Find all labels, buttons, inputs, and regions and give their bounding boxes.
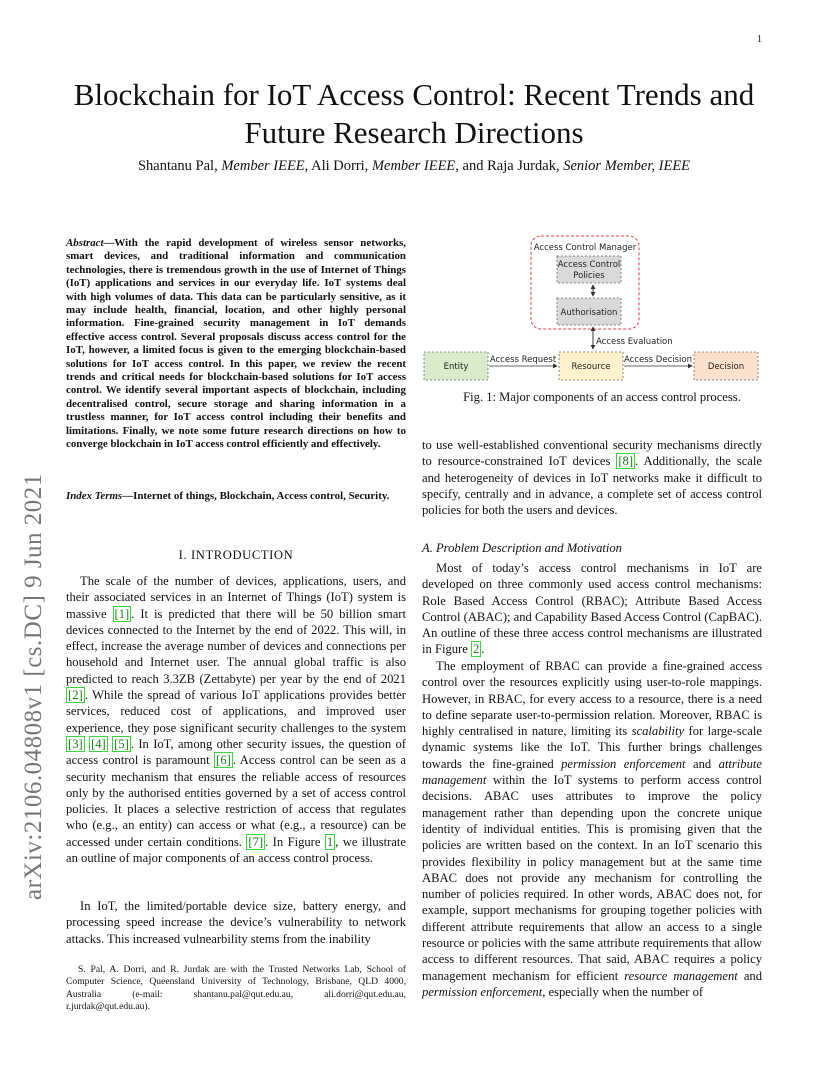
section-heading-introduction: I. INTRODUCTION (178, 548, 294, 562)
intro-paragraph-2: In IoT, the limited/portable device size, battery energy, and processing speed increase the device’s vulnerability to network attacks. This increased vulnearbility stems from the inability (66, 899, 406, 946)
author-1-role: Member IEEE (221, 158, 305, 174)
access-evaluation-label: Access Evaluation (596, 337, 673, 347)
page-number: 1 (757, 34, 762, 45)
author-2-role: Member IEEE (371, 158, 456, 174)
right-paragraph-3: The employment of RBAC can provide a fine-grained access control over the resources explicitly using user-to-role mappings. However, in RBAC, for every access to a resource, there is a need to define separate user-to-permission relation. Moreover, RBAC is highly centralised in nature, limiting its scalability for large-scale dynamic systems like the IoT. This further brings challenges towards the fine-grained permission enforcement and attribute management within the IoT systems to perform access control decisions. ABAC uses attributes to improve the policy management rather than depending upon the concrete unique identity of individual entities. This is promising given that the policies are written based on the context. In an IoT scenario this provides flexibility in policy management but at the same time ABAC does not provide any mechanism for controlling the number of policies required. In other words, ABAC does not, for example, support mechanisms for grouping together policies with different attribute requirements that allow an access to a single resource or policies with the same attribute requirements that allow access to different resources. That said, ABAC requires a policy management mechanism for efficient resource management and permission enforcement, especially when the number of (422, 659, 762, 999)
paper-title: Blockchain for IoT Access Control: Recent Trends and Future Research Directions (73, 77, 755, 150)
abstract (66, 237, 406, 452)
index-terms-text: —Internet of things, Blockchain, Access control, Security. (122, 490, 390, 502)
access-request-label: Access Request (489, 355, 557, 365)
entity-label: Entity (443, 362, 469, 372)
access-decision-label: Access Decision (624, 355, 692, 365)
index-terms-lead: Index Terms (66, 490, 123, 502)
author-line (40, 158, 788, 175)
figure-1-caption: Fig. 1: Major components of an access control process. (463, 390, 741, 404)
intro-paragraph-1: The scale of the number of devices, applications, users, and their associated services in an Internet of Things (IoT) system is massive [1] . It is predicted that there will be 50 billion smart devices connected to the Internet by the end of 2022. This will, in effect, increase the average number of devices and connections per household and Internet user. The annual global traffic is also predicted to reach 3.3ZB (Zettabyte) per year by the end of 2021 [2] . While the spread of various IoT applications provides better services, reduced cost of applications, and improved user experience, they pose significant security challenges to the system [3] [4] [5] . In IoT, among other security issues, the question of access control is paramount [6] . Access control can be seen as a security mechanism that ensures the reliable access of resources only by the authorised entities governed by a set of access control policies. It places a selective restriction of access that regulates who (e.g., an entity) can access or what (e.g., a resource) can be accessed under certain conditions. [7] . In Figure 1 , we illustrate an outline of major components of an access control process. (66, 574, 407, 866)
citation-link[interactable]: [2] (68, 688, 83, 703)
abstract-text: —With the rapid development of wireless sensor networks, smart devices, and traditional information and communication technologies, there is tremendous growth in the use of Internet of Things (IoT) applications and services in our everyday life. IoT systems deal with high volumes of data. This data can be particularly sensitive, as it may include health, financial, location, and other highly personal information. Fine-grained security management in IoT demands effective access control. Several proposals discuss access control for the IoT, however, a limited focus is given to the emerging blockchain-based solutions for IoT access control. In this paper, we review the recent trends and critical needs for blockchain-based solutions for IoT access control. We identify several important aspects of blockchain, including decentralised control, secure storage and sharing information in a trustless manner, for IoT access control including their benefits and limitations. Finally, we note some future research directions on how to converge blockchain in IoT access control efficiently and effectively. (66, 237, 406, 451)
policies-label-line2: Policies (573, 271, 605, 281)
authorisation-label: Authorisation (560, 308, 618, 318)
citation-link[interactable]: [7] (248, 834, 264, 849)
figure-link[interactable]: 2 (472, 642, 480, 657)
decision-label: Decision (707, 362, 745, 372)
citation-link[interactable]: [1] (114, 606, 130, 621)
author-1: Shantanu Pal, (137, 158, 222, 174)
subsection-heading-problem: A. Problem Description and Motivation (422, 541, 622, 555)
citation-link[interactable]: [4] (91, 736, 106, 751)
policies-label-line1: Access Control (557, 260, 621, 270)
author-3-role: Senior Member, IEEE (563, 158, 691, 174)
resource-label: Resource (571, 362, 611, 372)
citation-link[interactable]: [8] (618, 454, 634, 469)
abstract-lead: Abstract (66, 237, 104, 249)
figure-link[interactable]: 1 (326, 834, 334, 849)
figure-1-diagram (418, 228, 790, 384)
author-3: , and Raja Jurdak, (455, 158, 564, 174)
access-control-manager-label: Access Control Manager (533, 243, 637, 253)
index-terms (66, 490, 406, 503)
citation-link[interactable]: [3] (68, 736, 83, 751)
right-paragraph-1: to use well-established conventional security mechanisms directly to resource-constrained IoT devices [8] . Additionally, the scale and heterogeneity of devices in IoT networks make it difficult to specify, centrally and in advance, a complete set of access control policies for both the users and devices. (422, 438, 762, 518)
author-2: , Ali Dorri, (304, 158, 372, 174)
citation-link[interactable]: [6] (216, 753, 231, 768)
right-paragraph-2: Most of today’s access control mechanisms in IoT are developed on three commonly used access control mechanisms: Role Based Access Control (RBAC); Attribute Based Access Control (ABAC); and Capability Based Access Control (CapBAC). An outline of these three access control mechanisms are illustrated in Figure 2 . (422, 561, 762, 657)
citation-link[interactable]: [5] (114, 736, 129, 751)
author-footnote: S. Pal, A. Dorri, and R. Jurdak are with the Trusted Networks Lab, School of Computer Science, Queensland University of Technology, Brisbane, QLD 4000, Australia (e-mail: shantanu.pal@qut.edu.au, ali.dorri@qut.edu.au, r.jurdak@qut.edu.au). (66, 964, 406, 1013)
arxiv-identifier: arXiv:2106.04808v1 [cs.DC] 9 Jun 2021 (20, 473, 47, 900)
